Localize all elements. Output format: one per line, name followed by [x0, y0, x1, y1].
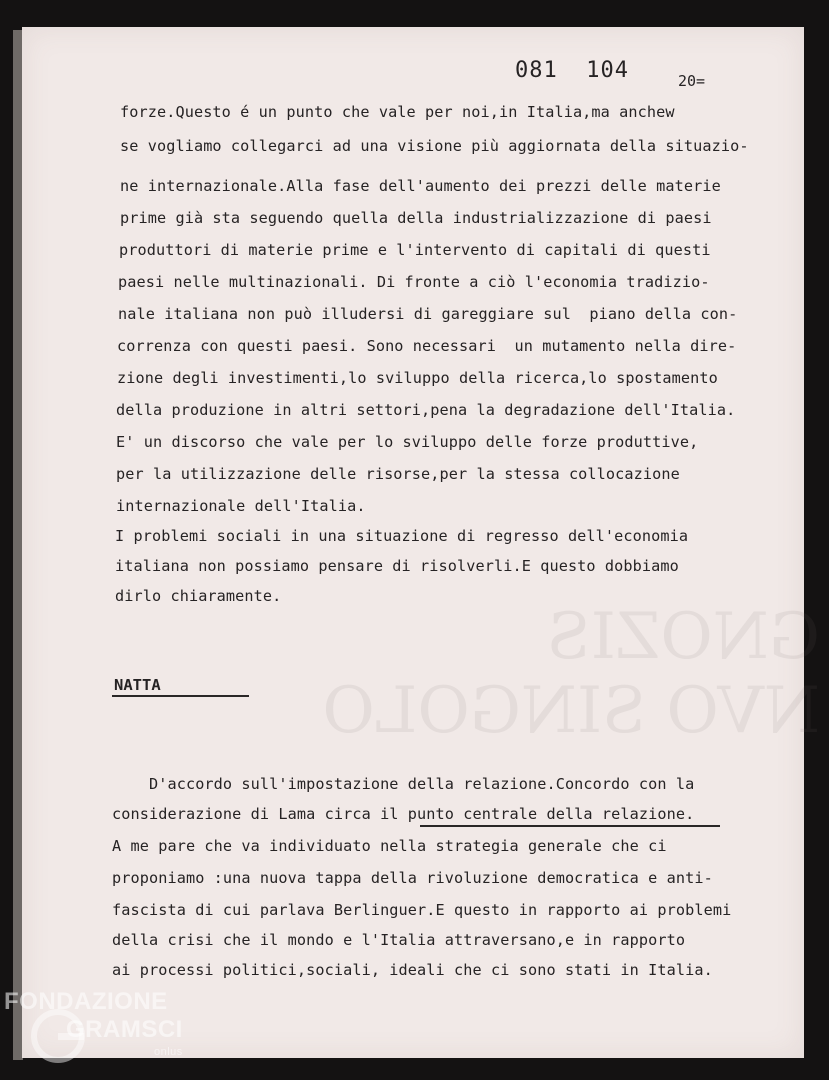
text-line: nale italiana non può illudersi di gareggiare sul piano della con- [118, 305, 738, 323]
text-line: forze.Questo é un punto che vale per noi,in Italia,ma anchew [120, 103, 675, 121]
text-line: proponiamo :una nuova tappa della rivoluzione democratica e anti- [112, 869, 713, 887]
text-line: ne internazionale.Alla fase dell'aumento dei prezzi delle materie [120, 177, 721, 195]
text-line: correnza con questi paesi. Sono necessari un mutamento nella dire- [117, 337, 737, 355]
bleed-through-stamp: GNOZIS NVO SINGOLO [322, 600, 820, 748]
watermark-line-3: onlus [154, 1046, 183, 1058]
speaker-underline [112, 695, 249, 697]
text-line: paesi nelle multinazionali. Di fronte a ciò l'economia tradizio- [118, 273, 710, 291]
text-line: considerazione di Lama circa il punto centrale della relazione. [112, 805, 695, 823]
text-line: A me pare che va individuato nella strategia generale che ci [112, 837, 667, 855]
text-line: per la utilizzazione delle risorse,per la stessa collocazione [116, 465, 680, 483]
archive-number: 081 104 [515, 58, 629, 83]
text-line: italiana non possiamo pensare di risolverli.E questo dobbiamo [115, 557, 679, 575]
text-line: prime già sta seguendo quella della industrializzazione di paesi [120, 209, 712, 227]
text-line: zione degli investimenti,lo sviluppo della ricerca,lo spostamento [117, 369, 718, 387]
page-number: 20= [678, 72, 706, 90]
watermark-line-1: FONDAZIONE [4, 988, 168, 1015]
text-line: produttori di materie prime e l'intervento di capitali di questi [119, 241, 711, 259]
text-line: dirlo chiaramente. [115, 587, 282, 605]
text-line: se vogliamo collegarci ad una visione più aggiornata della situazio- [120, 137, 749, 155]
text-line: fascista di cui parlava Berlinguer.E questo in rapporto ai problemi [112, 901, 732, 919]
speaker-heading: NATTA [114, 676, 161, 694]
text-line: della crisi che il mondo e l'Italia attraversano,e in rapporto [112, 931, 686, 949]
text-line: internazionale dell'Italia. [116, 497, 366, 515]
text-line: I problemi sociali in una situazione di regresso dell'economia [115, 527, 689, 545]
text-line: della produzione in altri settori,pena la degradazione dell'Italia. [116, 401, 736, 419]
emphasis-underline [420, 825, 720, 827]
text-line: E' un discorso che vale per lo sviluppo delle forze produttive, [116, 433, 699, 451]
fondazione-gramsci-watermark [4, 988, 214, 1068]
watermark-line-2: GRAMSCI [66, 1016, 183, 1043]
text-line: D'accordo sull'impostazione della relazione.Concordo con la [112, 775, 695, 793]
text-line: ai processi politici,sociali, ideali che ci sono stati in Italia. [112, 961, 713, 979]
